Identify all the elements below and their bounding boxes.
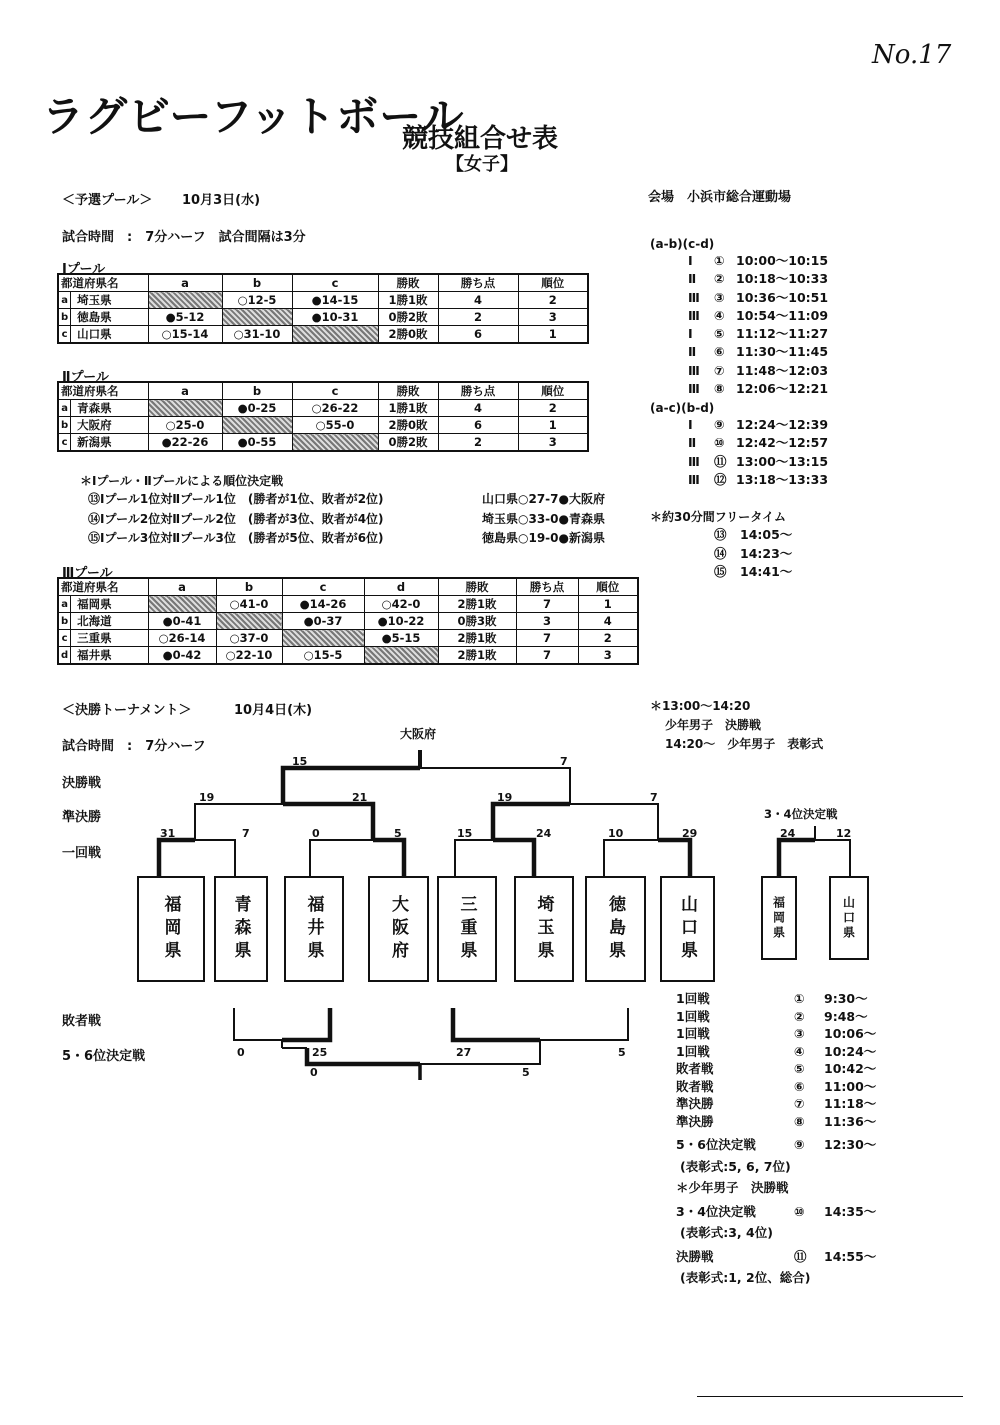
schedule-note: (表彰式:1, 2位、総合) <box>680 1270 811 1285</box>
team-box <box>514 876 574 982</box>
pool-header-cell: a <box>148 578 216 596</box>
schedule-cell: ④ <box>794 1043 805 1059</box>
team-name: 三重県 <box>456 894 477 964</box>
schedule-cell: 敗者戦 <box>676 1078 714 1094</box>
bracket-loser-line <box>453 1008 628 1040</box>
pool-cell: 2勝1敗 <box>438 596 516 613</box>
pool-cell: 2 <box>578 630 638 647</box>
pool-header-cell: 順位 <box>518 382 588 400</box>
pool-cell: b <box>58 417 71 434</box>
final-match-time: 試合時間 : 7分ハーフ <box>62 739 206 754</box>
schedule-pool: Ⅱ <box>688 271 697 287</box>
pool-cell: 徳島県 <box>71 309 148 326</box>
schedule-time: 10:18～10:33 <box>736 271 829 287</box>
pool-cell: ○42-0 <box>364 596 438 613</box>
score-final: 7 <box>560 755 568 768</box>
placement-result: 埼玉県○33-0●青森県 <box>482 512 605 526</box>
score-r1: 7 <box>242 827 250 840</box>
team-box-third <box>829 876 869 960</box>
pool-cell: ●0-42 <box>148 647 216 665</box>
schedule-cell: ⑩ <box>794 1203 805 1219</box>
schedule-cell: 敗者戦 <box>676 1061 714 1076</box>
page-title: ラグビーフットボール <box>42 92 465 141</box>
pool-cell: ●0-41 <box>148 613 216 630</box>
score-sf: 7 <box>650 791 658 804</box>
schedule-cell: ① <box>794 991 805 1006</box>
schedule-time: 13:00～13:15 <box>736 453 829 469</box>
pool-header-cell: c <box>292 382 378 400</box>
schedule-cell: ⑨ <box>794 1137 805 1152</box>
schedule-cell: 12:30～ <box>824 1137 877 1152</box>
schedule-cell: 1回戦 <box>676 991 710 1006</box>
pool-cell: 新潟県 <box>71 434 148 452</box>
schedule-no: ② <box>714 271 725 287</box>
score-fifth: 0 <box>310 1066 318 1079</box>
schedule-pool: Ⅲ <box>688 381 700 397</box>
pool-cell: 2勝0敗 <box>378 417 438 434</box>
pool-header-cell: 勝敗 <box>438 578 516 596</box>
score-loser: 25 <box>312 1046 328 1059</box>
pool-header-cell: b <box>222 274 292 292</box>
placement-result: 山口県○27-7●大阪府 <box>482 492 605 506</box>
prelim-heading: ＜予選プール＞ <box>62 193 153 208</box>
pool-cell: 青森県 <box>71 400 148 417</box>
bracket-third-line <box>779 840 850 876</box>
pool-cell: b <box>58 309 71 326</box>
schedule-pool: Ⅲ <box>688 307 700 323</box>
schedule-time: 14:05～ <box>740 527 793 542</box>
pool2-title: Ⅱプール <box>62 370 109 385</box>
team-name: 青森県 <box>230 894 251 964</box>
bracket-sf-line <box>195 804 373 840</box>
pool-header-cell: d <box>364 578 438 596</box>
schedule-time: 11:48～12:03 <box>736 362 829 378</box>
pool-cell: 2 <box>518 400 588 417</box>
pool-cell: 7 <box>516 596 578 613</box>
schedule-cell: 決勝戦 <box>676 1248 714 1264</box>
pool-cell: ●10-31 <box>292 309 378 326</box>
schedule-no: ⑤ <box>714 326 725 342</box>
pool-cell: 6 <box>438 417 518 434</box>
pool-cell: 大阪府 <box>71 417 148 434</box>
pool-cell: 1勝1敗 <box>378 292 438 309</box>
schedule-row <box>676 1043 876 1061</box>
schedule-cell: 10:24～ <box>824 1043 877 1059</box>
pool-cell: 山口県 <box>71 326 148 344</box>
schedule-cell: 準決勝 <box>676 1113 714 1129</box>
footer-rule <box>697 1396 963 1397</box>
score-fifth: 5 <box>522 1066 530 1079</box>
score-r1: 10 <box>608 827 624 840</box>
team-box <box>137 876 205 982</box>
pool-header-cell: 順位 <box>578 578 638 596</box>
pool-cell: c <box>58 326 71 344</box>
bracket-r1-win-line <box>658 840 690 876</box>
schedule-pool: Ⅰ <box>688 417 693 432</box>
pool-cell: 埼玉県 <box>71 292 148 309</box>
final-note: ＊13:00～14:20 <box>650 699 751 713</box>
pool-header-cell: 勝敗 <box>378 382 438 400</box>
free-time-label: ＊約30分間フリータイム <box>650 510 786 524</box>
schedule-time: 11:12～11:27 <box>736 326 829 342</box>
schedule-cell: ⑤ <box>794 1061 805 1076</box>
pool-cell: ●5-12 <box>148 309 222 326</box>
pool-cell: a <box>58 400 71 417</box>
schedule-cell: 5・6位決定戦 <box>676 1137 756 1152</box>
pool-cell: 福井県 <box>71 647 148 665</box>
venue-label: 会場 小浜市総合運動場 <box>648 190 792 205</box>
score-sf: 19 <box>199 791 215 804</box>
bracket-final-line <box>283 768 570 804</box>
score-r1: 5 <box>394 827 402 840</box>
schedule-note: (表彰式:5, 6, 7位) <box>680 1158 791 1174</box>
score-r1: 29 <box>682 827 698 840</box>
schedule-cell: 14:35～ <box>824 1203 877 1219</box>
schedule-row <box>676 1203 876 1221</box>
score-r1: 0 <box>312 827 320 840</box>
pool-cell: ●0-55 <box>222 434 292 452</box>
schedule-note: (表彰式:3, 4位) <box>680 1225 773 1240</box>
pool-header-cell: 都道府県名 <box>58 578 148 596</box>
pool-cell: ●10-22 <box>364 613 438 630</box>
pool-cell: 7 <box>516 630 578 647</box>
schedule-cell: ⑧ <box>794 1113 805 1129</box>
schedule-pool: Ⅲ <box>688 289 700 305</box>
final-heading: ＜決勝トーナメント＞ <box>62 703 192 718</box>
pool-cell: ○41-0 <box>216 596 282 613</box>
pool-cell: 7 <box>516 647 578 665</box>
final-schedule <box>676 990 876 1287</box>
score-loser: 27 <box>456 1046 472 1059</box>
schedule-row <box>676 1136 876 1154</box>
placement-match: ⑮Ⅰプール3位対Ⅱプール3位 (勝者が5位、敗者が6位) <box>88 531 384 545</box>
schedule-cell: 3・4位決定戦 <box>676 1203 756 1219</box>
bracket-r1-win-line <box>373 840 404 876</box>
pool-header-cell: c <box>282 578 364 596</box>
schedule-no: ⑪ <box>714 453 727 469</box>
score-sf: 19 <box>497 791 513 804</box>
pool-cell: ●0-25 <box>222 400 292 417</box>
round-label-final: 決勝戦 <box>62 776 102 791</box>
schedule-row <box>676 1008 876 1026</box>
pool-cell: a <box>58 596 71 613</box>
pool-header-cell: b <box>222 382 292 400</box>
schedule-cell: ② <box>794 1008 805 1024</box>
schedule-cell: 11:18～ <box>824 1096 877 1111</box>
score-third: 24 <box>780 827 796 840</box>
schedule-cell: 1回戦 <box>676 1026 710 1041</box>
pool-cell: 2 <box>438 309 518 326</box>
pool-cell: ○15-14 <box>148 326 222 344</box>
schedule-row <box>676 1095 876 1113</box>
pool-cell: 3 <box>578 647 638 665</box>
bracket-r1-line <box>455 840 534 876</box>
schedule-cell: ⑥ <box>794 1078 805 1094</box>
schedule-pool: Ⅱ <box>688 344 697 360</box>
pool-header-cell: 都道府県名 <box>58 382 148 400</box>
schedule-cell: 10:42～ <box>824 1061 877 1076</box>
team-box <box>585 876 646 982</box>
pool-cell: c <box>58 434 71 452</box>
score-r1: 15 <box>457 827 473 840</box>
team-box <box>284 876 344 982</box>
score-final: 15 <box>292 755 308 768</box>
team-box-third <box>761 876 797 960</box>
pool-cell: ●0-37 <box>282 613 364 630</box>
champion-label: 大阪府 <box>400 727 437 741</box>
schedule-row <box>676 1078 876 1096</box>
pool-cell: 1 <box>518 417 588 434</box>
pool-cell: 0勝2敗 <box>378 434 438 452</box>
schedule-cell: ⑦ <box>794 1096 805 1111</box>
team-name: 福井県 <box>303 894 324 964</box>
pool-cell: 2 <box>518 292 588 309</box>
schedule-time: 13:18～13:33 <box>736 471 829 487</box>
team-name: 山口県 <box>677 894 697 964</box>
page-subtitle: 競技組合せ表 <box>402 124 559 154</box>
prelim-date: 10月3日(水) <box>182 193 261 208</box>
schedule-time: 12:42～12:57 <box>736 435 829 451</box>
pool-cell: 0勝3敗 <box>438 613 516 630</box>
pool-cell: 三重県 <box>71 630 148 647</box>
schedule-time: 10:36～10:51 <box>736 289 829 305</box>
pool-header-cell: 勝ち点 <box>438 382 518 400</box>
bracket-r1-line <box>604 840 690 876</box>
schedule-cell: 10:06～ <box>824 1026 877 1041</box>
score-loser: 0 <box>237 1046 245 1059</box>
pool-cell: ○25-0 <box>148 417 222 434</box>
score-r1: 24 <box>536 827 552 840</box>
schedule-no: ⑨ <box>714 417 725 432</box>
schedule-pool: Ⅰ <box>688 326 693 342</box>
schedule-no: ④ <box>714 307 725 323</box>
team-name: 福岡県 <box>771 895 786 941</box>
pool-cell: ○26-22 <box>292 400 378 417</box>
team-name: 埼玉県 <box>533 894 554 964</box>
schedule-cell: 1回戦 <box>676 1043 710 1059</box>
schedule-no: ③ <box>714 289 725 305</box>
placement-heading: ＊Ⅰプール・Ⅱプールによる順位決定戦 <box>80 474 284 488</box>
bracket-loser-win-line <box>282 1008 330 1040</box>
pool-cell: 3 <box>518 434 588 452</box>
placement-result: 徳島県○19-0●新潟県 <box>482 531 605 545</box>
pool-cell: b <box>58 613 71 630</box>
schedule-no: ⑥ <box>714 344 725 360</box>
schedule-row <box>676 990 876 1008</box>
schedule-cell: 9:48～ <box>824 1008 868 1024</box>
final-note: 14:20～ 少年男子 表彰式 <box>665 737 824 751</box>
schedule-group-label: (a-c)(b-d) <box>650 401 715 415</box>
bracket-third-win-line <box>779 840 815 876</box>
category-label: 【女子】 <box>446 154 518 175</box>
pool-cell: 2勝1敗 <box>438 647 516 665</box>
pool-cell: ●5-15 <box>364 630 438 647</box>
round-label-semifinal: 準決勝 <box>62 810 102 825</box>
schedule-cell: 11:36～ <box>824 1113 877 1129</box>
schedule-cell: 9:30～ <box>824 991 868 1006</box>
schedule-cell: ⑪ <box>794 1248 807 1264</box>
schedule-cell: 1回戦 <box>676 1008 710 1024</box>
pool-header-cell: 都道府県名 <box>58 274 148 292</box>
bracket-r1-win-line <box>159 840 195 876</box>
bracket-sf-win-line <box>493 804 570 840</box>
team-box <box>660 876 715 982</box>
schedule-time: 11:30～11:45 <box>736 344 829 360</box>
schedule-no: ⑭ <box>714 545 727 561</box>
pool-cell: 2 <box>438 434 518 452</box>
schedule-time: 12:06～12:21 <box>736 381 829 397</box>
schedule-time: 10:00～10:15 <box>736 253 829 268</box>
schedule-pool: Ⅲ <box>688 453 700 469</box>
team-name: 大阪府 <box>388 894 408 964</box>
round-label-fifth: 5・6位決定戦 <box>62 1049 146 1064</box>
schedule-cell: 準決勝 <box>676 1096 714 1111</box>
final-date: 10月4日(木) <box>234 703 313 718</box>
pool-cell: ●14-26 <box>282 596 364 613</box>
pool-cell: c <box>58 630 71 647</box>
schedule-cell: 14:55～ <box>824 1248 877 1264</box>
pool-cell: 3 <box>516 613 578 630</box>
pool-header-cell: c <box>292 274 378 292</box>
bracket-sf-win-line <box>283 804 373 840</box>
pool-cell: 北海道 <box>71 613 148 630</box>
schedule-row <box>676 1060 876 1078</box>
round-label-first: 一回戦 <box>62 846 102 861</box>
prelim-match-time: 試合時間 : 7分ハーフ 試合間隔は3分 <box>62 230 306 245</box>
team-name: 徳島県 <box>605 894 625 964</box>
pool-cell: 福岡県 <box>71 596 148 613</box>
schedule-no: ⑬ <box>714 527 727 542</box>
pool-cell: ○55-0 <box>292 417 378 434</box>
schedule-pool: Ⅲ <box>688 471 700 487</box>
bracket-r1-line <box>159 840 235 876</box>
schedule-cell: ③ <box>794 1026 805 1041</box>
pool-cell: a <box>58 292 71 309</box>
team-name: 福岡県 <box>160 894 181 964</box>
schedule-note: ＊少年男子 決勝戦 <box>676 1180 789 1195</box>
schedule-time: 12:24～12:39 <box>736 417 829 432</box>
team-name: 山口県 <box>841 895 856 941</box>
pool-cell: 4 <box>438 292 518 309</box>
pool-cell: 1 <box>518 326 588 344</box>
pool-cell: 6 <box>438 326 518 344</box>
pool-cell: ○15-5 <box>282 647 364 665</box>
pool-cell: ○37-0 <box>216 630 282 647</box>
schedule-row <box>676 1248 876 1266</box>
schedule-no: ⑧ <box>714 381 725 397</box>
schedule-time: 14:41～ <box>740 564 793 579</box>
pool-cell: 2勝0敗 <box>378 326 438 344</box>
schedule-no: ⑮ <box>714 564 727 579</box>
team-box <box>368 876 429 982</box>
pool-header-cell: 勝敗 <box>378 274 438 292</box>
schedule-no: ① <box>714 253 725 268</box>
round-label-loser: 敗者戦 <box>62 1014 102 1029</box>
pool-header-cell: a <box>148 274 222 292</box>
pool-cell: ○31-10 <box>222 326 292 344</box>
placement-match: ⑬Ⅰプール1位対Ⅱプール1位 (勝者が1位、敗者が2位) <box>88 492 384 506</box>
pool1-title: Ⅰプール <box>62 262 106 277</box>
bracket-r1-win-line <box>493 840 534 876</box>
schedule-group-label: (a-b)(c-d) <box>650 237 715 251</box>
schedule-pool: Ⅱ <box>688 435 697 451</box>
pool3-title: Ⅲプール <box>62 566 113 581</box>
schedule-row <box>676 1113 876 1131</box>
bracket-loser-line <box>234 1008 330 1040</box>
score-r1: 31 <box>160 827 176 840</box>
pool-cell: 3 <box>518 309 588 326</box>
schedule-no: ⑦ <box>714 362 725 378</box>
pool-cell: ●22-26 <box>148 434 222 452</box>
team-box <box>214 876 268 982</box>
pool-cell: 2勝1敗 <box>438 630 516 647</box>
schedule-pool: Ⅲ <box>688 362 700 378</box>
schedule-row <box>676 1025 876 1043</box>
pool-cell: 4 <box>578 613 638 630</box>
bracket-loser-win-line <box>453 1008 540 1040</box>
pool-cell: ○12-5 <box>222 292 292 309</box>
pool-cell: d <box>58 647 71 665</box>
bracket-fifth-line <box>307 1048 540 1064</box>
pool-header-cell: a <box>148 382 222 400</box>
pool-cell: 4 <box>438 400 518 417</box>
bracket-r1-line <box>310 840 404 876</box>
document-number: No.17 <box>872 40 952 70</box>
schedule-time: 10:54～11:09 <box>736 307 829 323</box>
pool-header-cell: 順位 <box>518 274 588 292</box>
schedule-pool: Ⅰ <box>688 253 693 268</box>
third-place-label: 3・4位決定戦 <box>764 807 838 821</box>
score-third: 12 <box>836 827 852 840</box>
pool-cell: 1勝1敗 <box>378 400 438 417</box>
final-note: 少年男子 決勝戦 <box>665 718 762 732</box>
pool-cell: 1 <box>578 596 638 613</box>
schedule-time: 14:23～ <box>740 545 793 561</box>
schedule-no: ⑩ <box>714 435 725 451</box>
pool-cell: ○22-10 <box>216 647 282 665</box>
pool-header-cell: 勝ち点 <box>516 578 578 596</box>
pool-cell: 0勝2敗 <box>378 309 438 326</box>
pool-cell: ○26-14 <box>148 630 216 647</box>
schedule-cell: 11:00～ <box>824 1078 877 1094</box>
bracket-sf-line <box>493 804 658 840</box>
schedule-no: ⑫ <box>714 471 727 487</box>
score-loser: 5 <box>618 1046 626 1059</box>
team-box <box>437 876 497 982</box>
placement-match: ⑭Ⅰプール2位対Ⅱプール2位 (勝者が3位、敗者が4位) <box>88 512 384 526</box>
score-sf: 21 <box>352 791 368 804</box>
pool-header-cell: 勝ち点 <box>438 274 518 292</box>
pool-cell: ●14-15 <box>292 292 378 309</box>
pool-header-cell: b <box>216 578 282 596</box>
